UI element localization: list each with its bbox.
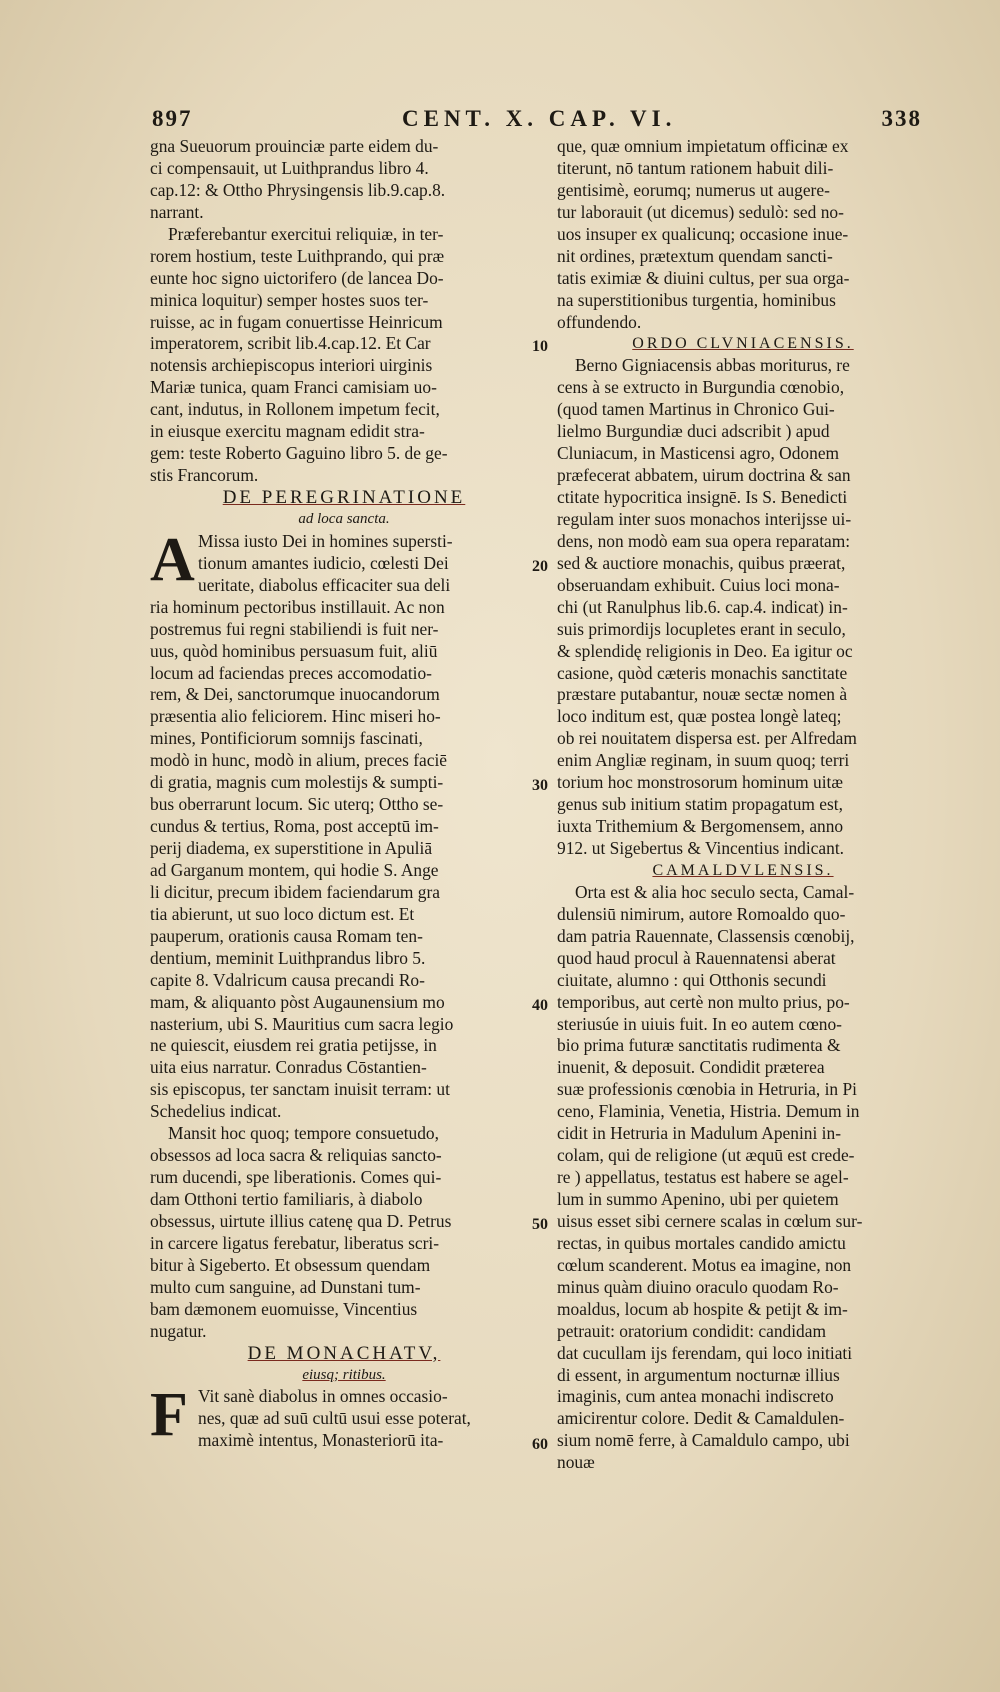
text-line: ruisse, ac in fugam conuertisse Heinricum: [150, 311, 443, 332]
text-line: præfecerat abbatem, uirum doctrina & san: [557, 465, 851, 486]
section-heading: CAMALDVLENSIS.: [652, 861, 834, 879]
text-line: colam, qui de religione (ut æquū est crede-: [557, 1145, 855, 1166]
text-line: (quod tamen Martinus in Chronico Gui-: [557, 399, 835, 420]
text-line: ceno, Flaminia, Venetia, Histria. Demum in: [557, 1101, 860, 1122]
text-line: Orta est & alia hoc seculo secta, Camal-: [575, 881, 855, 902]
text-line: Præferebantur exercitui reliquiæ, in ter-: [168, 223, 444, 244]
text-line: rem, & Dei, sanctorumque inuocandorum: [150, 684, 440, 705]
text-line: cidit in Hetruria in Madulum Apenini in-: [557, 1123, 841, 1144]
text-line: maximè intentus, Monasteriorū ita-: [198, 1430, 444, 1451]
text-line: in carcere ligatus ferebatur, liberatus scri-: [150, 1232, 440, 1253]
text-line: 912. ut Sigebertus & Vincentius indicant.: [557, 838, 844, 858]
text-line: multo cum sanguine, ad Dunstani tum-: [150, 1276, 421, 1297]
text-line: nes, quæ ad suū cultū usui esse poterat,: [198, 1408, 471, 1429]
text-line: ciuitate, alumno : qui Otthonis secundi: [557, 969, 827, 990]
text-line: ria hominum pectoribus instillauit. Ac non: [150, 596, 445, 617]
text-line: stis Francorum.: [150, 465, 259, 486]
section-subheading: eiusq; ritibus.: [302, 1366, 386, 1383]
text-line: uus, quòd hominibus persuasum fuit, aliū: [150, 640, 438, 661]
text-line: in eiusque exercitu magnam edidit stra-: [150, 421, 425, 442]
text-line: uita eius narratur. Conradus Cōstantien-: [150, 1057, 427, 1078]
section-heading: ORDO CLVNIACENSIS.: [632, 335, 854, 353]
text-line: rorem hostium, teste Luithprando, qui præ: [150, 245, 445, 266]
text-line: tur laborauit (ut dicemus) sedulò: sed no-: [557, 201, 844, 222]
text-line: petrauit: oratorium condidit: candidam: [557, 1320, 826, 1341]
text-line: enim Angliæ reginam, in suum quoq; terri: [557, 750, 850, 771]
text-line: locum ad faciendas preces accomodatio-: [150, 662, 432, 683]
text-line: ad Garganum montem, qui hodie S. Ange: [150, 859, 439, 880]
line-number-30: 30: [532, 777, 548, 794]
text-line: lum in summo Apenino, ubi per quietem: [557, 1189, 839, 1209]
text-line: gna Sueuorum prouinciæ parte eidem du-: [150, 136, 439, 156]
section-heading: DE PEREGRINATIONE: [222, 487, 466, 508]
text-line: Missa iusto Dei in homines supersti-: [198, 530, 453, 551]
text-line: Vit sanè diabolus in omnes occasio-: [198, 1386, 448, 1407]
text-line: torium hoc monstrosorum hominum uitæ: [557, 772, 843, 793]
text-line: cundus & tertius, Roma, post acceptū im-: [150, 816, 439, 837]
text-line: nugatur.: [150, 1320, 207, 1341]
text-line: titerunt, nō tantum rationem habuit dili-: [557, 157, 834, 178]
text-line: moaldus, locum ab hospite & petijt & im-: [557, 1298, 848, 1319]
text-line: Mansit hoc quoq; tempore consuetudo,: [168, 1123, 439, 1144]
text-line: dat cucullam ijs ferendam, qui loco initiati: [557, 1342, 853, 1363]
text-line: bio prima futuræ sanctitatis rudimenta &: [557, 1035, 841, 1056]
text-line: perij diadema, ex superstitione in Apuliā: [150, 838, 433, 858]
text-line: lielmo Burgundiæ duci adscribit ) apud: [557, 421, 830, 442]
text-line: notensis archiepiscopus interiori uirginis: [150, 355, 433, 376]
text-line: eunte hoc signo uictorifero (de lancea Do-: [150, 267, 444, 288]
text-line: minus quàm diuino oraculo quodam Ro-: [557, 1276, 839, 1297]
text-line: temporibus, aut certè non multo prius, po-: [557, 991, 850, 1012]
text-line: ctitate hypocritica insignē. Is S. Benedicti: [557, 487, 848, 507]
text-line: Berno Gigniacensis abbas moriturus, re: [575, 355, 850, 376]
text-line: quod haud procul à Rauennatensi aberat: [557, 947, 836, 968]
text-line: offundendo.: [557, 311, 642, 332]
text-line: dam patria Rauennate, Classensis cœnobij,: [557, 925, 855, 946]
line-number-20: 20: [532, 558, 548, 575]
text-line: & splendidę religionis in Deo. Ea igitur oc: [557, 640, 853, 661]
text-line: capite 8. Vdalricum causa precandi Ro-: [150, 969, 425, 990]
text-line: obseruandam exhibuit. Cuius loci mona-: [557, 574, 840, 595]
text-line: nasterium, ubi S. Mauritius cum sacra legio: [150, 1013, 454, 1034]
text-line: tionum amantes iudicio, cœlesti Dei: [198, 552, 449, 573]
text-line: obsessos ad loca sacra & reliquias sancto-: [150, 1145, 442, 1166]
text-line: cens à se extructo in Burgundia cœnobio,: [557, 377, 845, 398]
text-line: mam, & aliquanto pòst Augaunensium mo: [150, 991, 445, 1012]
text-line: obsessus, uirtute illius catenę qua D. Petrus: [150, 1210, 452, 1231]
text-line: cœlum scanderent. Motus ea imagine, non: [557, 1254, 852, 1275]
text-line: Mariæ tunica, quam Franci camisiam uo-: [150, 377, 437, 398]
text-line: na superstitionibus turgentia, hominibus: [557, 289, 836, 310]
text-line: modò in hunc, modò in alium, preces faciē: [150, 750, 448, 771]
text-line: uisus esset sibi cernere scalas in cœlum sur-: [557, 1210, 863, 1231]
text-line: cant, indutus, in Rollonem impetum fecit,: [150, 399, 440, 420]
text-line: regulam inter suos monachos interijsse ui-: [557, 508, 852, 529]
text-line: gem: teste Roberto Gaguino libro 5. de ge-: [150, 443, 448, 464]
line-number-10: 10: [532, 338, 548, 355]
text-line: loco inditum est, quæ postea longè lateq;: [557, 706, 842, 727]
text-line: bus oberrarunt locum. Sic uterq; Ottho se-: [150, 794, 444, 815]
text-line: dam Otthoni tertio familiaris, à diabolo: [150, 1189, 423, 1209]
text-line: dentium, meminit Luithprandus libro 5.: [150, 947, 426, 968]
text-line: tia abierunt, ut suo loco dictum est. Et: [150, 903, 415, 924]
text-line: cap.12: & Ottho Phrysingensis lib.9.cap.8.: [150, 179, 446, 200]
text-line: sed & auctiore monachis, quibus præerat,: [557, 552, 846, 573]
section-heading: DE MONACHATV,: [247, 1342, 441, 1364]
text-line: casione, quòd cæteris monachis sanctitate: [557, 662, 848, 683]
text-line: ueritate, diabolus efficaciter sua deli: [198, 574, 451, 595]
drop-cap-f: F: [150, 1381, 188, 1449]
right-text-column: [557, 136, 929, 1474]
text-line: pauperum, orationis causa Romam ten-: [150, 925, 423, 946]
text-line: minica loquitur) semper hostes suos ter-: [150, 289, 429, 310]
text-line: iuxta Trithemium & Bergomensem, anno: [557, 816, 844, 837]
text-line: dulensiū nimirum, autore Romoaldo quo-: [557, 903, 846, 924]
text-line: ne quiescit, eiusdem rei gratia petijsse, in: [150, 1035, 437, 1056]
text-line: imaginis, cum antea monachi indiscreto: [557, 1386, 834, 1407]
text-line: nouæ: [557, 1452, 595, 1473]
text-line: rum ducendi, spe liberationis. Comes qui-: [150, 1167, 442, 1188]
text-line: li dicitur, precum ibidem faciendarum gra: [150, 881, 441, 902]
text-line: præstare putabantur, nouæ sectæ nomen à: [557, 684, 848, 705]
text-line: nit ordines, prætextum quendam sancti-: [557, 245, 833, 266]
text-line: di essent, in argumentum nocturnæ illius: [557, 1364, 840, 1385]
text-line: steriusúe in uiuis fuit. In eo autem cœno-: [557, 1013, 842, 1034]
text-line: gentisimè, eorumq; numerus ut augere-: [557, 179, 830, 200]
text-line: imperatorem, scribit lib.4.cap.12. Et Car: [150, 333, 431, 354]
text-line: uos insuper ex qualicunq; occasione inue-: [557, 223, 849, 244]
text-line: dens, non modò eam sua opera reparatam:: [557, 530, 851, 551]
text-line: postremus fui regni stabiliendi is fuit ner-: [150, 618, 439, 639]
running-header: [152, 104, 922, 138]
text-line: suis primordijs locupletes erant in seculo,: [557, 618, 846, 639]
text-line: di gratia, magnis cum molestijs & sumpti-: [150, 772, 444, 793]
text-line: chi (ut Ranulphus lib.6. cap.4. indicat) in-: [557, 596, 848, 617]
text-line: re ) appellatus, testatus est habere se agel-: [557, 1167, 849, 1188]
section-subheading: ad loca sancta.: [298, 510, 390, 527]
text-line: bam dæmonem euomuisse, Vincentius: [150, 1298, 418, 1319]
text-line: rectas, in quibus mortales candido amictu: [557, 1232, 846, 1253]
text-line: narrant.: [150, 201, 204, 222]
text-line: Cluniacum, in Masticensi agro, Odonem: [557, 443, 840, 464]
text-line: præsentia alio feliciorem. Hinc miseri ho-: [150, 706, 441, 727]
text-line: suæ professionis cœnobia in Hetruria, in Pi: [557, 1079, 857, 1100]
text-line: bitur à Sigeberto. Et obsessum quendam: [150, 1254, 431, 1275]
line-number-50: 50: [532, 1216, 548, 1233]
text-line: Schedelius indicat.: [150, 1101, 282, 1122]
running-title: CENT. X. CAP. VI.: [402, 106, 677, 131]
text-line: genus sub initium statim propagatum est,: [557, 794, 843, 815]
line-number-60: 60: [532, 1436, 548, 1453]
text-line: ci compensauit, ut Luithprandus libro 4.: [150, 157, 429, 178]
text-line: amicirentur colore. Dedit & Camaldulen-: [557, 1408, 845, 1429]
page-number-left: 897: [152, 106, 193, 131]
text-line: que, quæ omnium impietatum officinæ ex: [557, 136, 849, 156]
text-line: ob rei nouitatem dispersa est. per Alfredam: [557, 728, 857, 749]
text-line: sium nomē ferre, à Camaldulo campo, ubi: [557, 1430, 850, 1451]
text-line: sis episcopus, ter sanctam inuisit terram: ut: [150, 1079, 450, 1100]
text-line: tatis eximiæ & diuini cultus, per sua orga-: [557, 267, 850, 288]
text-line: mines, Pontificiorum somnijs fascinati,: [150, 728, 423, 749]
text-line: inuenit, & deposuit. Condidit præterea: [557, 1057, 825, 1078]
left-text-column: [150, 136, 538, 1452]
line-number-40: 40: [532, 997, 548, 1014]
drop-cap-a: A: [150, 526, 195, 594]
page-number-right: 338: [881, 106, 922, 131]
